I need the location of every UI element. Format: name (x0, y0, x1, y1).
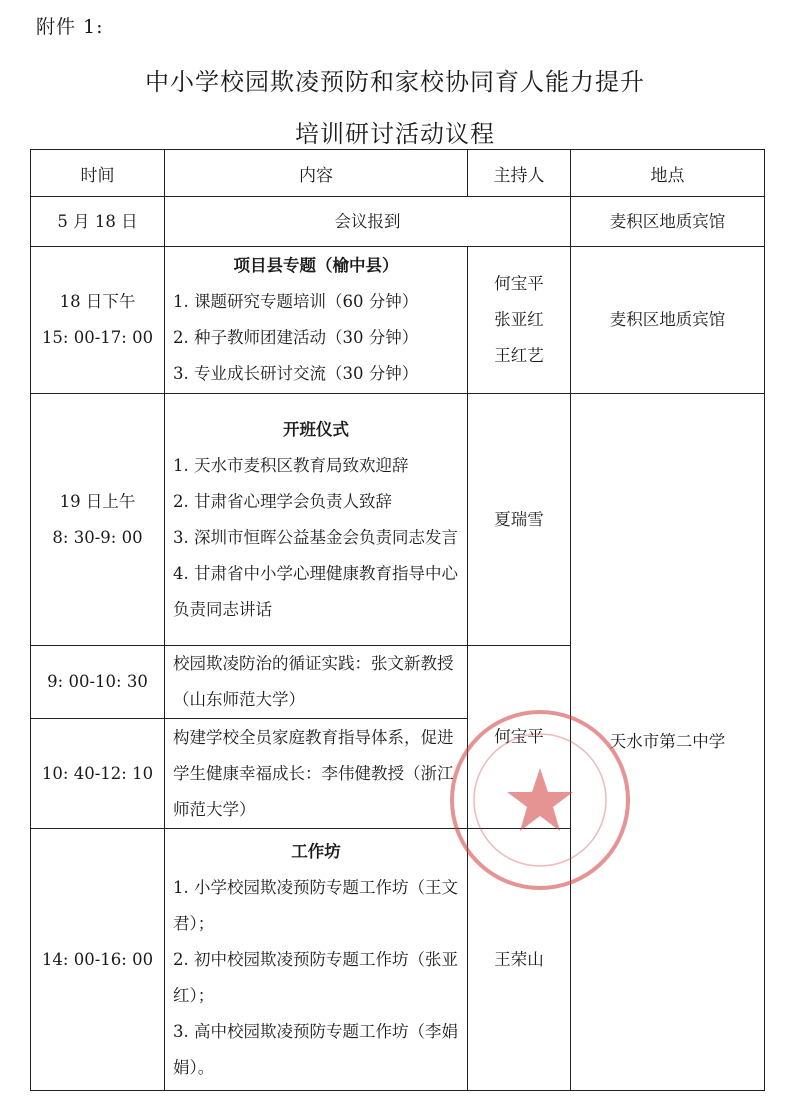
time-range: 8: 30-9: 00 (52, 527, 143, 547)
time-cell: 14: 00-16: 00 (31, 829, 165, 1091)
host-name: 张亚红 (494, 310, 544, 329)
agenda-table (30, 149, 765, 1091)
time-date: 18 日下午 (59, 292, 136, 311)
list-item: 1. 天水市麦积区教育局致欢迎辞 (173, 455, 409, 475)
time-cell (31, 247, 165, 394)
attachment-label: 附件 1: (36, 16, 104, 38)
table-row (31, 394, 765, 646)
document-title-line2: 培训研讨活动议程 (295, 120, 495, 148)
time-date: 19 日上午 (59, 491, 136, 511)
content-cell (165, 247, 468, 394)
header-host: 主持人 (468, 150, 571, 197)
header-content: 内容 (165, 150, 468, 197)
host-cell: 何宝平 (468, 646, 571, 829)
list-item: 2. 甘肃省心理学会负责人致辞 (173, 491, 392, 511)
content-cell (165, 394, 468, 646)
section-heading: 工作坊 (291, 841, 341, 861)
list-item: 2. 种子教师团建活动（30 分钟） (173, 328, 419, 347)
host-name: 王红艺 (494, 346, 544, 365)
header-time: 时间 (31, 150, 165, 197)
list-item: 2. 初中校园欺凌预防专题工作坊（张亚红）； (173, 949, 458, 1005)
host-cell (468, 247, 571, 394)
header-location: 地点 (571, 150, 765, 197)
host-name: 何宝平 (494, 274, 544, 293)
time-cell: 10: 40-12: 10 (31, 719, 165, 829)
host-cell: 夏瑞雪 (468, 394, 571, 646)
location-cell: 麦积区地质宾馆 (571, 247, 765, 394)
location-cell: 天水市第二中学 (571, 394, 765, 1091)
table-row (31, 197, 765, 247)
list-item: 3. 高中校园欺凌预防专题工作坊（李娟娟）。 (173, 1021, 458, 1077)
table-header-row (31, 150, 765, 197)
location-cell: 麦积区地质宾馆 (571, 197, 765, 247)
content-cell (165, 829, 468, 1091)
section-heading: 项目县专题（榆中县） (233, 256, 399, 275)
time-cell: 5 月 18 日 (31, 197, 165, 247)
time-cell: 9: 00-10: 30 (31, 646, 165, 719)
list-item: 3. 深圳市恒晖公益基金会负责同志发言 (173, 527, 458, 547)
time-range: 15: 00-17: 00 (41, 328, 154, 347)
content-cell: 构建学校全员家庭教育指导体系，促进学生健康幸福成长：李伟健教授（浙江师范大学） (165, 719, 468, 829)
time-cell (31, 394, 165, 646)
list-item: 3. 专业成长研讨交流（30 分钟） (173, 364, 419, 383)
document-title-line1: 中小学校园欺凌预防和家校协同育人能力提升 (145, 68, 645, 96)
list-item: 1. 小学校园欺凌预防专题工作坊（王文君）； (173, 877, 458, 933)
list-item: 4. 甘肃省中小学心理健康教育指导中心负责同志讲话 (173, 563, 458, 619)
list-item: 1. 课题研究专题培训（60 分钟） (173, 292, 419, 311)
host-cell: 王荣山 (468, 829, 571, 1091)
table-row (31, 247, 765, 394)
section-heading: 开班仪式 (283, 419, 349, 439)
content-cell: 校园欺凌防治的循证实践：张文新教授（山东师范大学） (165, 646, 468, 719)
content-cell: 会议报到 (165, 197, 571, 247)
